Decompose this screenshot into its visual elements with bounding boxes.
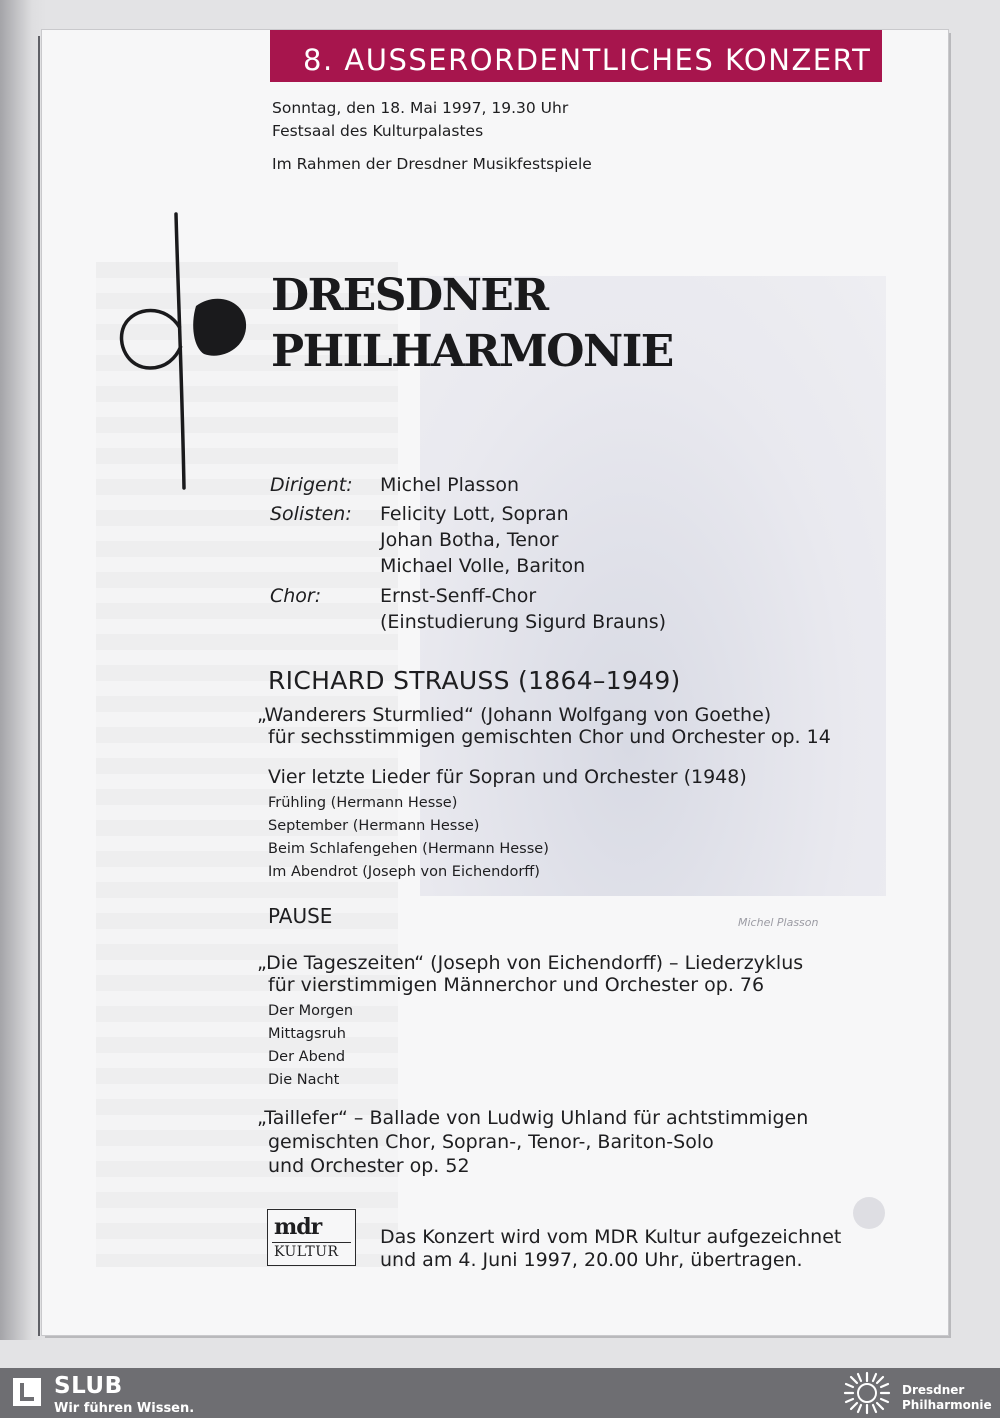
work3-part-1: Der Morgen: [268, 1003, 354, 1019]
work2-song-1: Frühling (Hermann Hesse): [268, 795, 458, 811]
soloist-1: Felicity Lott, Sopran: [380, 503, 569, 525]
partner-name-line1: Dresdner: [902, 1383, 965, 1397]
concert-title: 8. AUSSERORDENTLICHES KONZERT: [303, 43, 872, 77]
photo-caption: Michel Plasson: [738, 916, 819, 929]
work2-song-2: September (Hermann Hesse): [268, 818, 480, 834]
mdr-logo-divider: [272, 1242, 351, 1243]
soloist-2: Johan Botha, Tenor: [380, 529, 559, 551]
work2-title: Vier letzte Lieder für Sopran und Orchester (1948): [268, 766, 747, 788]
soloist-3: Michael Volle, Bariton: [380, 555, 586, 577]
partner-name-line2: Philharmonie: [902, 1398, 992, 1412]
pause-label: PAUSE: [268, 904, 333, 928]
library-name: SLUB: [54, 1373, 123, 1399]
choir-name: Ernst-Senff-Chor: [380, 585, 537, 607]
work4-opus: und Orchester op. 52: [268, 1155, 470, 1177]
slub-logo-icon: [12, 1377, 42, 1407]
work3-part-3: Der Abend: [268, 1049, 346, 1065]
event-context: Im Rahmen der Dresdner Musikfestspiele: [272, 155, 592, 173]
composer-heading: RICHARD STRAUSS (1864–1949): [268, 666, 681, 695]
event-venue: Festsaal des Kulturpalastes: [272, 122, 484, 140]
mdr-kultur-logo: [267, 1209, 356, 1266]
broadcast-line-1: Das Konzert wird vom MDR Kultur aufgezeichnet: [380, 1226, 842, 1248]
orchestra-name-line2: PHILHARMONIE: [271, 326, 673, 377]
choir-label: Chor:: [270, 585, 322, 607]
library-tagline: Wir führen Wissen.: [54, 1401, 195, 1416]
work2-song-3: Beim Schlafengehen (Hermann Hesse): [268, 841, 549, 857]
philharmonie-sunburst-icon: [840, 1369, 894, 1417]
orchestra-name-line1: DRESDNER: [271, 270, 548, 321]
work1-scoring: für sechsstimmigen gemischten Chor und Orchester op. 14: [268, 726, 831, 748]
choir-director: (Einstudierung Sigurd Brauns): [380, 611, 667, 633]
philharmonie-logo-icon: [114, 210, 249, 492]
work3-part-2: Mittagsruh: [268, 1026, 346, 1042]
mdr-logo-subtext: KULTUR: [274, 1244, 339, 1260]
event-date: Sonntag, den 18. Mai 1997, 19.30 Uhr: [272, 99, 569, 117]
page-gutter-line: [38, 36, 40, 1336]
work3-part-4: Die Nacht: [268, 1072, 340, 1088]
work2-song-4: Im Abendrot (Joseph von Eichendorff): [268, 864, 540, 880]
work3-title: „Die Tageszeiten“ (Joseph von Eichendorff) – Liederzyklus: [257, 952, 804, 974]
work4-scoring: gemischten Chor, Sopran-, Tenor-, Bariton-Solo: [268, 1131, 714, 1153]
work4-title: „Taillefer“ – Ballade von Ludwig Uhland für achtstimmigen: [257, 1107, 809, 1129]
mdr-logo-text: mdr: [274, 1214, 322, 1240]
page-number-dot: [853, 1197, 885, 1229]
work1-title: „Wanderers Sturmlied“ (Johann Wolfgang von Goethe): [257, 704, 772, 726]
broadcast-line-2: und am 4. Juni 1997, 20.00 Uhr, übertragen.: [380, 1249, 803, 1271]
conductor-name: Michel Plasson: [380, 474, 520, 496]
work3-scoring: für vierstimmigen Männerchor und Orchester op. 76: [268, 974, 765, 996]
soloists-label: Solisten:: [270, 503, 352, 525]
conductor-label: Dirigent:: [270, 474, 353, 496]
